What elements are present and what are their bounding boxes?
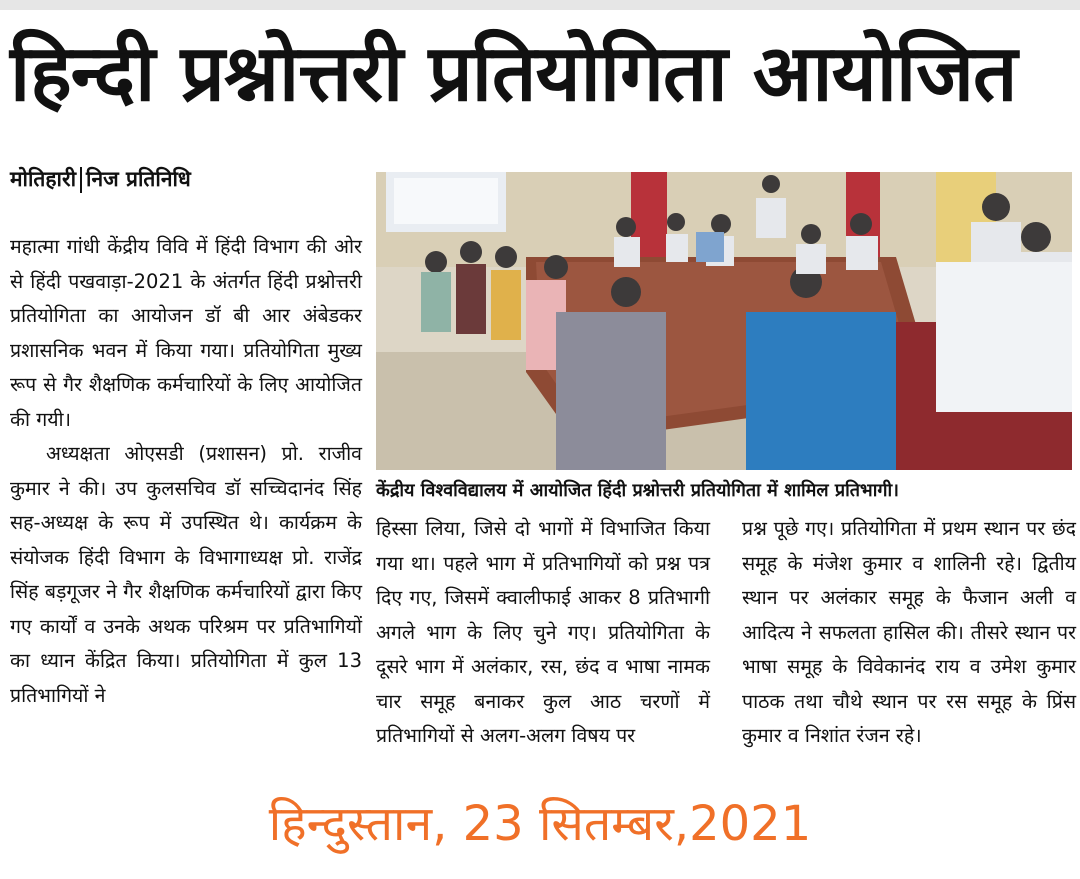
headline: हिन्दी प्रश्नोत्तरी प्रतियोगिता आयोजित: [10, 29, 1017, 119]
dateline-place: मोतिहारी: [10, 167, 77, 191]
article-column-2: [376, 512, 710, 754]
article-column-1: [10, 230, 362, 713]
article-photo: [376, 172, 1072, 470]
top-strip: [0, 0, 1080, 10]
dateline: [10, 165, 360, 193]
article-paragraph-3: हिस्सा लिया, जिसे दो भागों में विभाजित किया गया था। पहले भाग में प्रतिभागियों को प्रश्न पत्र दिए गए, जिसमें क्वालीफाई आकर 8 प्रतिभागी अगले भाग के लिए चुने गए। प्रतियोगिता के दूसरे भाग में अलंकार, रस, छंद व भाषा नामक चार समूह बनाकर कुल आठ चरणों में प्रतिभागियों से अलग-अलग विषय पर: [376, 517, 710, 747]
dateline-divider: [80, 167, 82, 193]
meeting-room-photo: [376, 172, 1072, 470]
article-paragraph-2: अध्यक्षता ओएसडी (प्रशासन) प्रो. राजीव कुमार ने की। उप कुलसचिव डॉ सच्चिदानंद सिंह सह-अध्यक्ष के रूप में उपस्थित थे। कार्यक्रम के संयोजक हिंदी विभाग के विभागाध्यक्ष प्रो. राजेंद्र सिंह बड़गूजर ने गैर शैक्षणिक कर्मचारियों द्वारा किए गए कार्यों व उनके अथक परिश्रम पर प्रतिभागियों का ध्यान केंद्रित किया। प्रतियोगिता में कुल 13 प्रतिभागियों ने: [10, 442, 362, 707]
dateline-byline: निज प्रतिनिधि: [86, 167, 191, 191]
article-paragraph-1: महात्मा गांधी केंद्रीय विवि में हिंदी विभाग की ओर से हिंदी पखवाड़ा-2021 के अंतर्गत हिंदी प्रश्नोत्तरी प्रतियोगिता का आयोजन डॉ बी आर अंबेडकर प्रशासनिक भवन में किया गया। प्रतियोगिता मुख्य रूप से गैर शैक्षणिक कर्मचारियों के लिए आयोजित की गयी।: [10, 235, 362, 431]
article-column-3: [742, 512, 1076, 754]
photo-caption: केंद्रीय विश्वविद्यालय में आयोजित हिंदी प्रश्नोत्तरी प्रतियोगिता में शामिल प्रतिभागी।: [376, 480, 899, 501]
source-footer: हिन्दुस्तान, 23 सितम्बर,2021: [268, 796, 812, 852]
article-paragraph-4: प्रश्न पूछे गए। प्रतियोगिता में प्रथम स्थान पर छंद समूह के मंजेश कुमार व शालिनी रहे। द्वितीय स्थान पर अलंकार समूह के फैजान अली व आदित्य ने सफलता हासिल की। तीसरे स्थान पर भाषा समूह के विवेकानंद राय व उमेश कुमार पाठक तथा चौथे स्थान पर रस समूह के प्रिंस कुमार व निशांत रंजन रहे।: [742, 517, 1076, 747]
